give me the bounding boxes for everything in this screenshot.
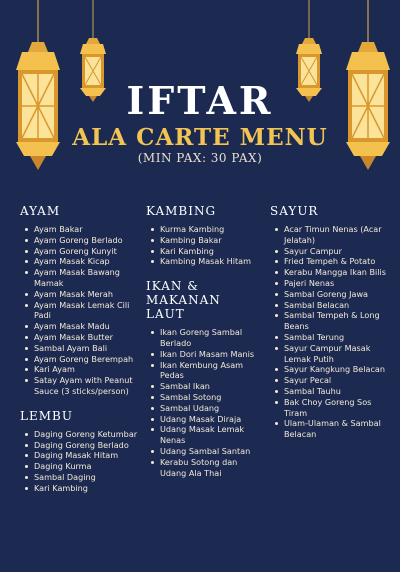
list-item: Kari Kambing — [160, 246, 258, 257]
menu-column-3 — [270, 204, 388, 440]
list-item: Sambal Sotong — [160, 392, 258, 403]
list-item: Ayam Masak Lemak Cili Padi — [34, 300, 138, 322]
list-item: Sambal Udang — [160, 403, 258, 414]
category-heading: LEMBU — [20, 408, 73, 423]
list-item: Daging Goreng Berlado — [34, 440, 138, 451]
menu-list — [146, 327, 258, 478]
category-heading: AYAM — [20, 204, 61, 218]
list-item: Sambal Daging — [34, 472, 138, 483]
menu-list — [146, 224, 258, 267]
list-item: Ayam Goreng Berlado — [34, 235, 138, 246]
menu-column-1 — [20, 204, 138, 494]
list-item: Kari Kambing — [34, 483, 138, 494]
list-item: Acar Timun Nenas (Acar Jelatah) — [284, 224, 388, 246]
list-item: Sambal Tempeh & Long Beans — [284, 310, 388, 332]
list-item: Kerabu Mangga Ikan Bilis — [284, 267, 387, 278]
list-item: Daging Kurma — [34, 461, 138, 472]
list-item: Udang Masak Lemak Nenas — [160, 424, 258, 446]
min-pax-note: (MIN PAX: 30 PAX) — [137, 151, 263, 165]
list-item: Udang Sambal Santan — [160, 446, 258, 457]
list-item: Fried Tempeh & Potato — [284, 256, 388, 267]
list-item: Sayur Campur Masak Lemak Putih — [284, 343, 388, 365]
page-subtitle: ALA CARTE MENU — [72, 124, 328, 151]
list-item: Daging Masak Hitam — [34, 450, 138, 461]
list-item: Sambal Goreng Jawa — [284, 289, 388, 300]
menu-list — [20, 429, 138, 494]
list-item: Bak Choy Goreng Sos Tiram — [284, 397, 388, 419]
list-item: Sayur Kangkung Belacan — [284, 364, 388, 375]
list-item: Sambal Ayam Bali — [34, 343, 138, 354]
menu-column-2 — [146, 204, 258, 478]
list-item: Sayur Pecal — [284, 375, 388, 386]
page-title: IFTAR — [126, 78, 274, 123]
list-item: Ayam Goreng Berempah — [34, 354, 138, 365]
list-item: Ayam Masak Merah — [34, 289, 138, 300]
menu-list — [20, 224, 138, 397]
list-item: Kari Ayam — [34, 364, 138, 375]
list-item: Ikan Kembung Asam Pedas — [160, 360, 258, 382]
list-item: Ayam Goreng Kunyit — [34, 246, 138, 257]
list-item: Kurma Kambing — [160, 224, 258, 235]
list-item: Sayur Campur — [284, 246, 388, 257]
list-item: Udang Masak Diraja — [160, 414, 258, 425]
list-item: Ayam Masak Kicap — [34, 256, 138, 267]
category-heading: IKAN & MAKANAN LAUT — [146, 279, 221, 322]
list-item: Sambal Belacan — [284, 300, 388, 311]
list-item: Ayam Masak Bawang Mamak — [34, 267, 138, 289]
list-item: Sambal Ikan — [160, 381, 258, 392]
list-item: Ikan Goreng Sambal Berlado — [160, 327, 258, 349]
list-item: Ikan Dori Masam Manis — [160, 349, 258, 360]
list-item: Ayam Masak Madu — [34, 321, 138, 332]
list-item: Pajeri Nenas — [284, 278, 388, 289]
category-heading: KAMBING — [146, 204, 217, 218]
list-item: Ayam Bakar — [34, 224, 138, 235]
list-item: Ayam Masak Butter — [34, 332, 138, 343]
category-heading: SAYUR — [270, 204, 319, 218]
list-item: Satay Ayam with Peanut Sauce (3 sticks/person) — [34, 375, 138, 397]
list-item: Daging Goreng Ketumbar — [34, 428, 138, 439]
list-item: Ulam-Ulaman & Sambal Belacan — [284, 418, 388, 440]
list-item: Kambing Masak Hitam — [160, 256, 258, 267]
list-item: Sambal Tauhu — [284, 386, 388, 397]
list-item: Kerabu Sotong dan Udang Ala Thai — [160, 457, 258, 479]
menu-list — [270, 224, 388, 440]
list-item: Sambal Terung — [284, 332, 388, 343]
list-item: Kambing Bakar — [160, 235, 258, 246]
